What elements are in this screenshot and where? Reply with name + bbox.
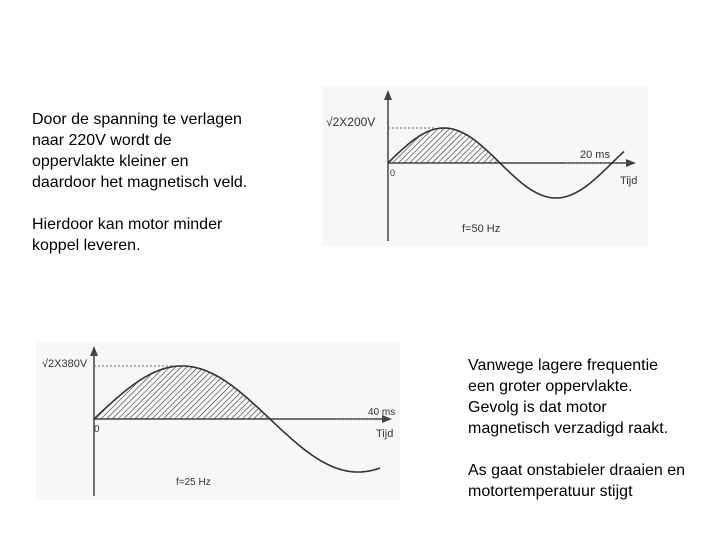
y-axis-arrow [384, 90, 392, 100]
period-label: 40 ms [368, 407, 396, 418]
frequency-label: f=50 Hz [462, 223, 501, 235]
time-axis-label: Tijd [620, 175, 638, 187]
sine-diagram-50hz-svg [322, 86, 648, 246]
time-axis-label: Tijd [376, 428, 394, 440]
paragraph-unstable: As gaat onstabieler draaien en motortemperatuur stijgt [468, 462, 686, 500]
amplitude-label: √2X380V [42, 358, 88, 370]
origin-label: 0 [390, 168, 396, 178]
amplitude-label: √2X200V [326, 115, 376, 129]
paragraph-voltage-reduction: Door de spanning te verlagen naar 220V wordt de oppervlakte kleiner en daardoor het magnetisch veld. [32, 111, 248, 191]
sine-diagram-25hz [36, 342, 400, 500]
hatched-positive-half [388, 128, 500, 163]
explanation-text-top [32, 109, 302, 277]
paragraph-saturation: Vanwege lagere frequentie een groter oppervlakte. Gevolg is dat motor magnetisch verzadigd raakt. [468, 357, 669, 437]
hatched-positive-half [94, 366, 270, 419]
sine-diagram-25hz-svg [36, 342, 400, 500]
y-axis-arrow [90, 346, 98, 356]
time-axis-arrow [626, 159, 636, 167]
period-label: 20 ms [580, 149, 610, 161]
paragraph-less-torque: Hierdoor kan motor minder koppel leveren. [32, 216, 223, 254]
sine-diagram-50hz [322, 86, 648, 246]
frequency-label: f=25 Hz [176, 477, 211, 488]
explanation-text-bottom [468, 355, 720, 523]
origin-label: 0 [94, 424, 100, 435]
